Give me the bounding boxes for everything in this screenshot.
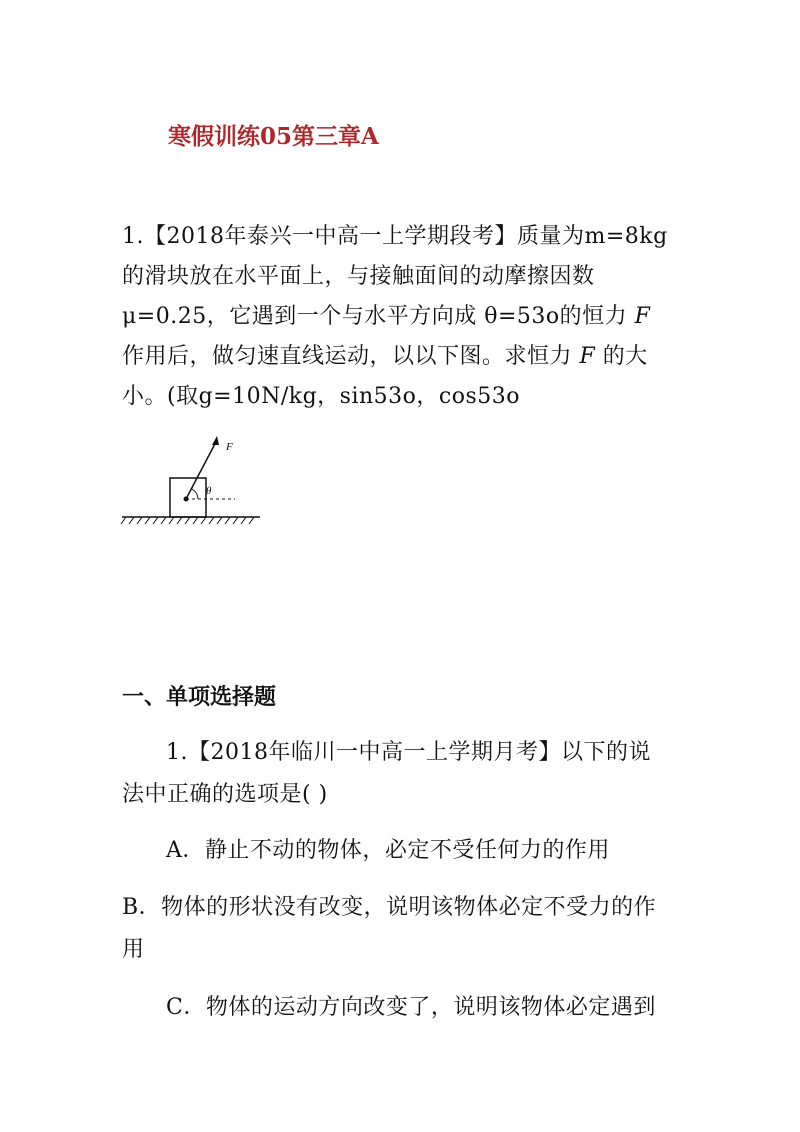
problem-line: 小。(取g=10N/kg，sin53ο，cos53ο [122, 384, 521, 409]
question-line: 1.【2018年临川一中高一上学期月考】以下的说 [166, 740, 651, 765]
force-label: F [226, 441, 233, 453]
force-diagram [120, 432, 270, 532]
problem-line-text: μ=0.25，它遇到一个与水平方向成 θ=53ο的恒力 [122, 304, 628, 329]
question-line: 法中正确的选项是( ) [122, 782, 328, 807]
problem-line-text: 作用后，做匀速直线运动，以以下图。求恒力 [122, 344, 573, 369]
option-b-continued: 用 [122, 937, 145, 962]
arrow-head [212, 436, 219, 445]
angle-label: θ [206, 485, 212, 497]
problem-line [122, 302, 650, 332]
problem-line-tail: 的大 [602, 344, 648, 369]
problem-line [122, 342, 648, 372]
option-c: C．物体的运动方向改变了，说明该物体必定遇到 [166, 995, 656, 1020]
section-heading: 一、单项选择题 [122, 684, 277, 710]
force-symbol: F [579, 344, 596, 369]
ground-hatching [121, 517, 254, 524]
problem-line: 1.【2018年泰兴一中高一上学期段考】质量为m=8kg [122, 224, 668, 249]
page-title: 寒假训练05第三章A [168, 123, 379, 150]
option-a: A．静止不动的物体，必定不受任何力的作用 [166, 838, 610, 863]
angle-arc [192, 489, 198, 499]
problem-line: 的滑块放在水平面上，与接触面间的动摩擦因数 [122, 264, 595, 289]
force-arrow [186, 440, 217, 499]
force-symbol: F [634, 304, 651, 329]
option-b: B．物体的形状没有改变，说明该物体必定不受力的作 [122, 895, 657, 920]
